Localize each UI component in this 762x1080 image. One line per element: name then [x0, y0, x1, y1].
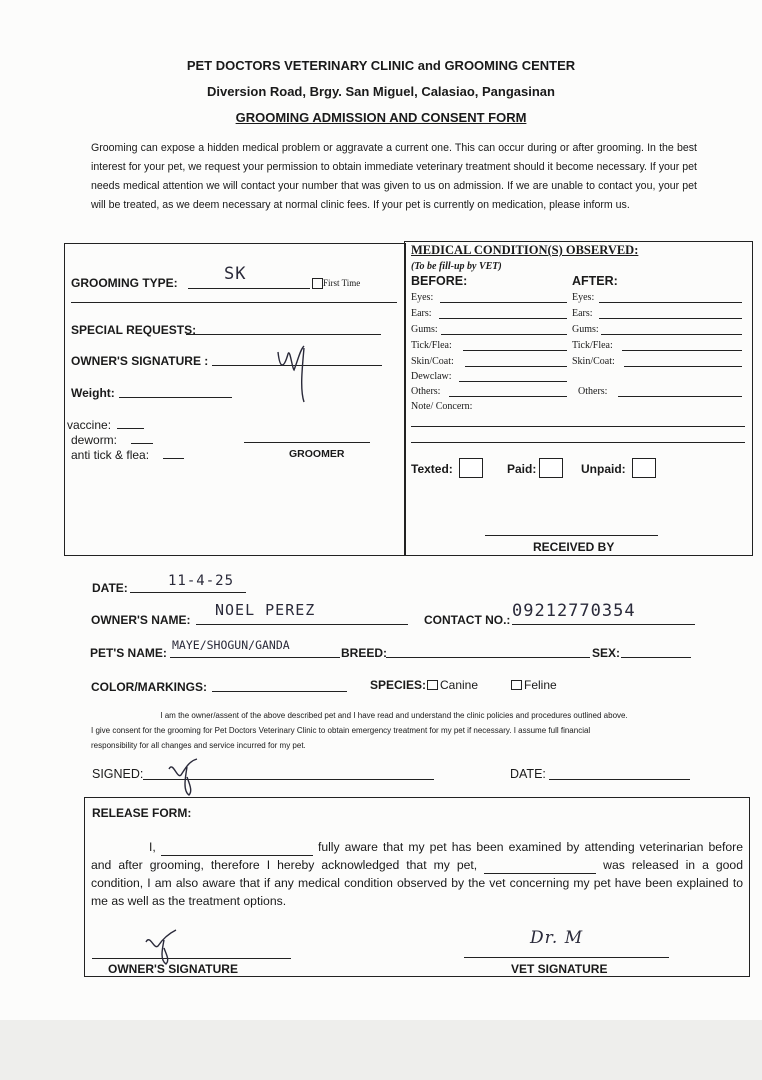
release-owner-signature-label: OWNER'S SIGNATURE: [108, 962, 238, 976]
after-field-line[interactable]: [599, 318, 742, 319]
canine-checkbox[interactable]: [427, 680, 438, 690]
consent-line-1: I am the owner/assent of the above described pet and I have read and understand the clinic policies and procedures outlined above.: [160, 711, 628, 720]
feline-label: Feline: [524, 678, 557, 692]
before-field-label: Ears:: [411, 308, 432, 319]
received-by-line[interactable]: [485, 535, 658, 536]
owner-name-label: OWNER'S NAME:: [91, 613, 191, 627]
vet-signature-value: Dr. M: [530, 928, 584, 948]
release-text-a: fully aware that my pet has been examined by attending veterinarian before and after grooming, therefore I hereby acknowledged that my pet,: [91, 840, 743, 872]
anti-tick-line[interactable]: [163, 458, 184, 459]
contact-value[interactable]: 09212770354: [512, 601, 636, 621]
pet-name-line[interactable]: [170, 657, 340, 658]
owner-signature-scribble: [270, 340, 330, 410]
date-line[interactable]: [130, 592, 246, 593]
signed-label: SIGNED:: [92, 767, 144, 781]
weight-label: Weight:: [71, 386, 115, 400]
grooming-type-line: [188, 288, 310, 289]
color-markings-label: COLOR/MARKINGS:: [91, 680, 207, 694]
form-title: GROOMING ADMISSION AND CONSENT FORM: [235, 110, 527, 125]
unpaid-label: Unpaid:: [581, 462, 626, 476]
consent-date-line[interactable]: [549, 779, 690, 780]
paid-checkbox[interactable]: [539, 458, 563, 478]
release-text-b: was released in a good condition, I am also aware that if any medical condition observed by the vet concerning my pet have been explained to me as well as the treatment options.: [91, 858, 743, 908]
owner-name-value[interactable]: NOEL PEREZ: [215, 601, 316, 619]
clinic-name: PET DOCTORS VETERINARY CLINIC and GROOMING CENTER: [186, 58, 576, 73]
date-value[interactable]: 11-4-25: [168, 573, 235, 589]
after-field-line[interactable]: [601, 334, 742, 335]
before-field-line[interactable]: [440, 302, 567, 303]
after-field-label: Ears:: [572, 308, 593, 319]
after-field-line[interactable]: [622, 350, 742, 351]
consent-date-label: DATE:: [510, 767, 546, 781]
medical-box: [404, 241, 753, 556]
pet-name-label: PET'S NAME:: [90, 646, 167, 660]
intro-paragraph: Grooming can expose a hidden medical problem or aggravate a current one. This can occur during or after grooming. In the best interest for your pet, we request your permission to obtain immediate veterinary treatment should it become necessary. If your pet needs medical attention we will contact your number that was given to us on admission. If we are unable to contact you, your pet will be treated, as we deem necessary at normal clinic fees. If your pet is currently on medication, please inform us.: [91, 142, 697, 211]
grooming-type-label: GROOMING TYPE:: [71, 276, 178, 290]
contact-label: CONTACT NO.:: [424, 613, 511, 627]
signed-signature-scribble: [165, 755, 205, 799]
clinic-address: Diversion Road, Brgy. San Miguel, Calasiao, Pangasinan: [207, 84, 555, 99]
received-by-label: RECEIVED BY: [533, 540, 615, 554]
grooming-type-handwriting[interactable]: SK: [224, 264, 247, 284]
breed-label: BREED:: [341, 646, 388, 660]
canine-label: Canine: [440, 678, 479, 692]
before-field-line[interactable]: [439, 318, 567, 319]
vaccine-label: vaccine:: [67, 418, 112, 432]
canine-option[interactable]: [427, 678, 478, 692]
species-label: SPECIES:: [370, 678, 427, 692]
anti-tick-label: anti tick & flea:: [71, 448, 150, 462]
sex-line[interactable]: [621, 657, 691, 658]
vet-signature-label: VET SIGNATURE: [511, 962, 608, 976]
texted-checkbox[interactable]: [459, 458, 483, 478]
before-field-line[interactable]: [463, 350, 567, 351]
before-label: BEFORE:: [411, 274, 468, 288]
scan-margin: [0, 1020, 762, 1080]
grooming-extra-line: [71, 302, 397, 303]
weight-line[interactable]: [119, 397, 232, 398]
vet-signature-line[interactable]: [464, 957, 669, 958]
after-field-line[interactable]: [624, 366, 742, 367]
before-field-label: Eyes:: [411, 292, 434, 303]
before-field-line[interactable]: [449, 396, 567, 397]
feline-option[interactable]: [511, 678, 557, 692]
sex-label: SEX:: [592, 646, 621, 660]
unpaid-checkbox[interactable]: [632, 458, 656, 478]
before-field-label: Tick/Flea:: [411, 340, 452, 351]
note-line-1[interactable]: [411, 426, 745, 427]
groomer-label: GROOMER: [289, 448, 345, 460]
release-owner-signature-line[interactable]: [92, 958, 291, 959]
after-field-line[interactable]: [599, 302, 742, 303]
before-field-line[interactable]: [441, 334, 567, 335]
after-field-label: Tick/Flea:: [572, 340, 613, 351]
release-paragraph: [91, 838, 743, 910]
release-pet-blank[interactable]: [484, 861, 596, 874]
contact-line[interactable]: [512, 624, 695, 625]
release-i: I,: [149, 840, 156, 854]
texted-label: Texted:: [411, 462, 453, 476]
owner-name-line[interactable]: [196, 624, 408, 625]
groomer-line[interactable]: [244, 442, 370, 443]
medical-title: MEDICAL CONDITION(S) OBSERVED:: [411, 243, 639, 257]
vaccine-line[interactable]: [117, 428, 144, 429]
after-field-label: Skin/Coat:: [572, 356, 615, 367]
deworm-label: deworm:: [71, 433, 118, 447]
before-field-label: Others:: [411, 386, 441, 397]
after-field-label: Others:: [578, 386, 608, 397]
after-field-line[interactable]: [618, 396, 742, 397]
before-field-label: Skin/Coat:: [411, 356, 454, 367]
first-time-label: First Time: [323, 278, 361, 288]
note-line-2[interactable]: [411, 442, 745, 443]
feline-checkbox[interactable]: [511, 680, 522, 690]
deworm-line[interactable]: [131, 443, 153, 444]
special-requests-label: SPECIAL REQUESTS:: [71, 323, 197, 337]
after-field-label: Eyes:: [572, 292, 595, 303]
medical-subtitle: (To be fill-up by VET): [411, 261, 502, 272]
special-requests-line[interactable]: [186, 334, 381, 335]
note-label: Note/ Concern:: [411, 401, 473, 412]
release-owner-blank[interactable]: [161, 843, 313, 856]
color-markings-line[interactable]: [212, 691, 347, 692]
consent-line-2: I give consent for the grooming for Pet Doctors Veterinary Clinic to obtain emergency treatment for my pet if necessary. I assume full financial: [91, 726, 591, 735]
first-time-checkbox[interactable]: [312, 278, 323, 289]
date-label: DATE:: [92, 581, 128, 595]
release-title: RELEASE FORM:: [92, 806, 192, 820]
consent-line-3: responsibility for all changes and service incurred for my pet.: [91, 741, 306, 750]
after-field-label: Gums:: [572, 324, 599, 335]
pet-name-value[interactable]: MAYE/SHOGUN/GANDA: [172, 638, 290, 652]
before-field-line[interactable]: [459, 381, 567, 382]
before-field-label: Gums:: [411, 324, 438, 335]
owner-signature-label: OWNER'S SIGNATURE :: [71, 354, 209, 368]
after-label: AFTER:: [572, 274, 618, 288]
paid-label: Paid:: [507, 462, 537, 476]
breed-line[interactable]: [386, 657, 590, 658]
before-field-label: Dewclaw:: [411, 371, 452, 382]
before-field-line[interactable]: [465, 366, 567, 367]
